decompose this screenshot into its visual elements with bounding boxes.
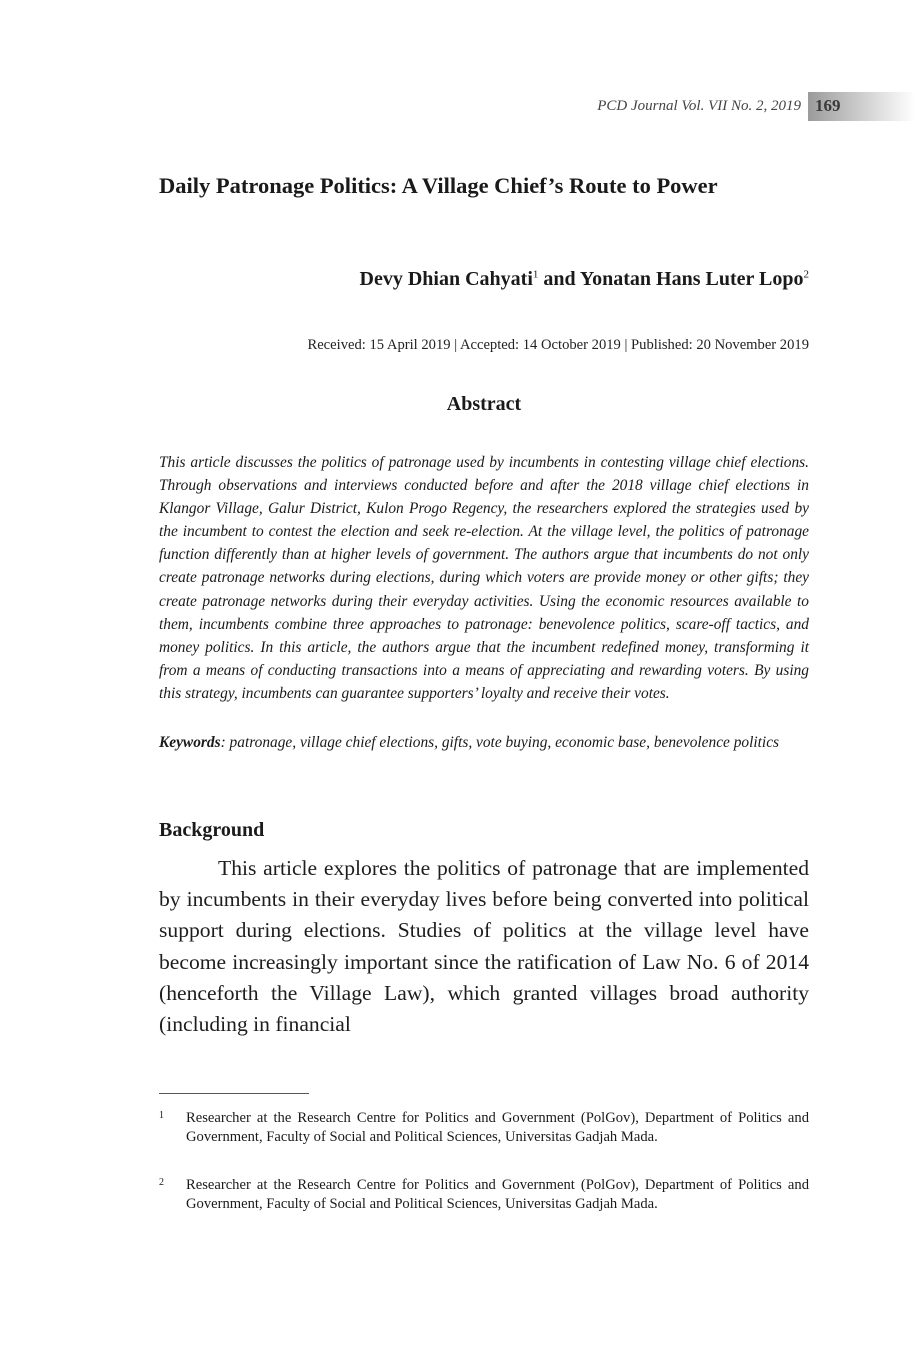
page-number: 169 (815, 96, 841, 115)
footnote-marker[interactable]: 1 (532, 268, 539, 281)
abstract-heading: Abstract (446, 393, 522, 415)
journal-citation: PCD Journal Vol. VII No. 2, 2019 (597, 98, 801, 114)
footnote-number: 2 (159, 1177, 164, 1188)
body-paragraph: This article explores the politics of patronage that are implemented by incumbents in their everyday lives before being converted into political support during elections. Studies of politics at the village level have become increasingly important since the ratification of Law No. 6 of 2014 (henceforth the Village Law), which granted villages broad authority (including in financial (159, 856, 809, 1037)
footnote-text: Researcher at the Research Centre for Politics and Government (PolGov), Department of Politics and Government, Faculty of Social and Political Sciences, Universitas Gadjah Mada. (186, 1110, 809, 1145)
keywords-label: Keywords (159, 734, 221, 751)
footnote-text: Researcher at the Research Centre for Politics and Government (PolGov), Department of Politics and Government, Faculty of Social and Political Sciences, Universitas Gadjah Mada. (186, 1177, 809, 1212)
author-line (360, 268, 809, 291)
publication-dates: Received: 15 April 2019 | Accepted: 14 October 2019 | Published: 20 November 2019 (307, 337, 809, 353)
footnote-marker[interactable]: 2 (803, 268, 809, 281)
author-joiner: and (543, 268, 576, 290)
footnote (159, 1109, 809, 1146)
keywords-list: : patronage, village chief elections, gifts, vote buying, economic base, benevolence politics (220, 734, 780, 751)
footnote-divider (159, 1093, 309, 1094)
footnote-number: 1 (159, 1110, 164, 1121)
author-name: Devy Dhian Cahyati (359, 268, 533, 290)
footnote (159, 1176, 809, 1213)
abstract-text: This article discusses the politics of patronage used by incumbents in contesting village chief elections. Through observations and interviews conducted before and after the 2018 village chief elections in Klangor Village, Galur District, Kulon Progo Regency, the researchers explored the strategies used by the incumbent to contest the election and seek re-election. At the village level, the politics of patronage function differently than at higher levels of government. The authors argue that incumbents do not only create patronage networks during elections, during which voters are provide money or other gifts; they create patronage networks during their everyday activities. Using the economic resources available to them, incumbents combine three approaches to patronage: benevolence politics, scare-off tactics, and money politics. In this article, the authors argue that the incumbent redefined money, transforming it from a means of conducting transactions into a means of appreciating and rewarding voters. By using this strategy, incumbents can guarantee supporters’ loyalty and receive their votes. (159, 454, 809, 702)
author-name: Yonatan Hans Luter Lopo (579, 268, 804, 290)
article-title: Daily Patronage Politics: A Village Chief’s Route to Power (159, 173, 718, 198)
section-heading: Background (159, 819, 265, 841)
keywords (159, 732, 809, 755)
